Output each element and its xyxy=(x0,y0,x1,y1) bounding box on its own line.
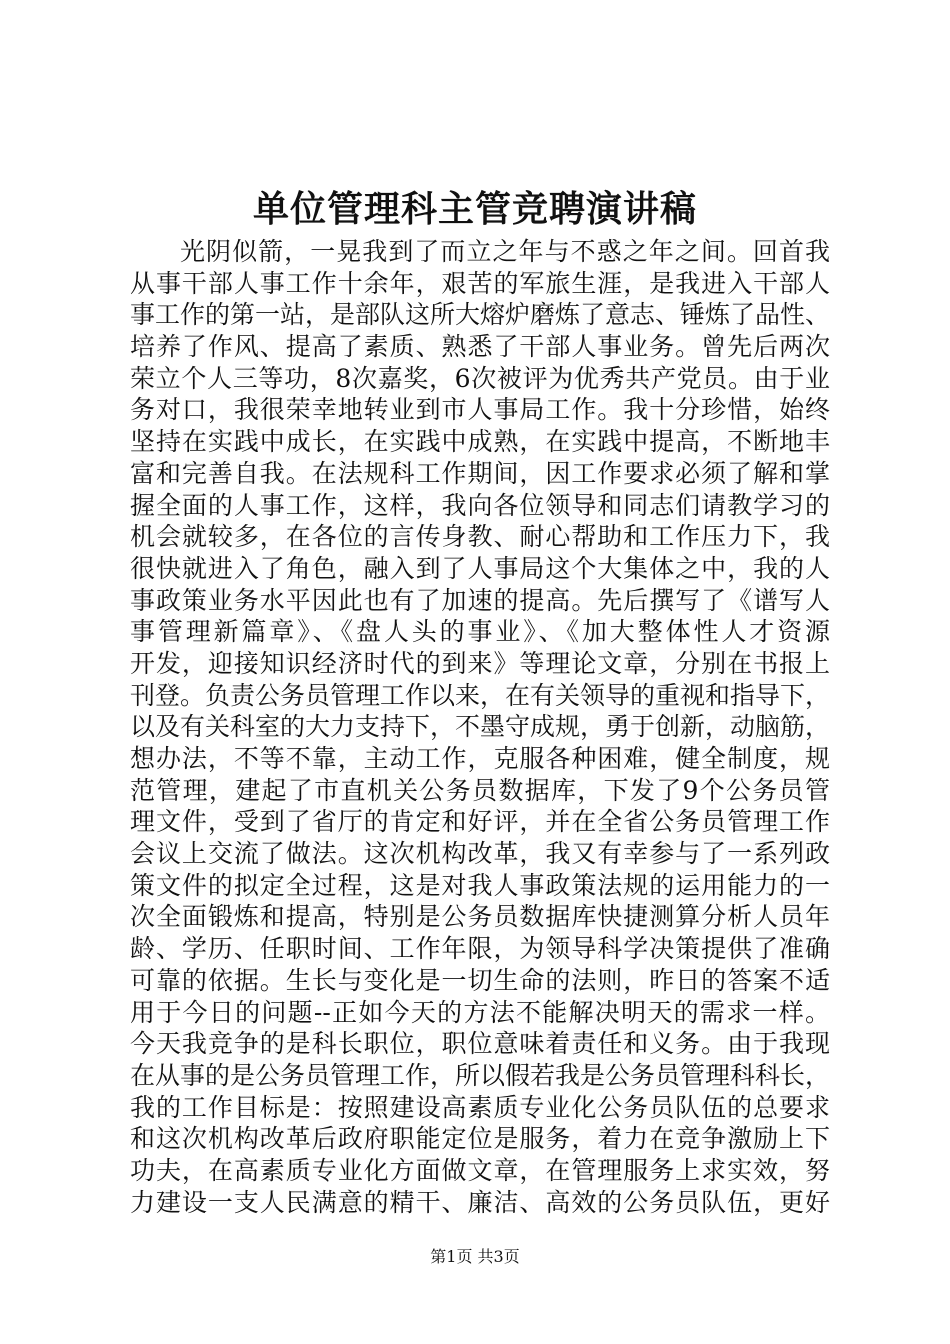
body-line: 事政策业务水平因此也有了加速的提高。先后撰写了《谱写人 xyxy=(130,585,830,615)
body-line: 很快就进入了角色，融入到了人事局这个大集体之中，我的人 xyxy=(130,553,830,583)
page-footer xyxy=(0,1247,950,1267)
body-line: 会议上交流了做法。这次机构改革，我又有幸参与了一系列政 xyxy=(130,839,830,869)
body-line: 坚持在实践中成长，在实践中成熟，在实践中提高，不断地丰 xyxy=(130,427,830,457)
body-line: 以及有关科室的大力支持下，不墨守成规，勇于创新，动脑筋， xyxy=(130,712,831,742)
body-line: 光阴似箭，一晃我到了而立之年与不惑之年之间。回首我 xyxy=(180,237,830,266)
body-line: 刊登。负责公务员管理工作以来，在有关领导的重视和指导下， xyxy=(130,680,831,710)
body-line: 开发，迎接知识经济时代的到来》等理论文章，分别在书报上 xyxy=(130,648,830,678)
body-line: 功夫，在高素质专业化方面做文章，在管理服务上求实效，努 xyxy=(130,1155,830,1185)
body-line: 事管理新篇章》、《盘人头的事业》、《加大整体性人才资源 xyxy=(130,617,830,647)
body-line: 想办法，不等不靠，主动工作，克服各种困难，健全制度，规 xyxy=(130,744,830,773)
body-line: 力建设一支人民满意的精干、廉洁、高效的公务员队伍，更好 xyxy=(130,1187,830,1217)
body-line: 握全面的人事工作，这样，我向各位领导和同志们请教学习的 xyxy=(130,490,830,520)
body-line: 今天我竞争的是科长职位，职位意味着责任和义务。由于我现 xyxy=(130,1029,830,1059)
body-line: 策文件的拟定全过程，这是对我人事政策法规的运用能力的一 xyxy=(130,870,830,900)
body-line: 我的工作目标是：按照建设高素质专业化公务员队伍的总要求 xyxy=(130,1092,830,1122)
body-line: 荣立个人三等功，8次嘉奖，6次被评为优秀共产党员。由于业 xyxy=(130,363,830,393)
body-line: 龄、学历、任职时间、工作年限，为领导科学决策提供了准确 xyxy=(130,934,830,964)
body-line: 和这次机构改革后政府职能定位是服务，着力在竞争激励上下 xyxy=(130,1124,830,1154)
document-title: 单位管理科主管竞聘演讲稿 xyxy=(252,188,697,230)
body-line: 次全面锻炼和提高，特别是公务员数据库快捷测算分析人员年 xyxy=(130,902,830,932)
body-line: 培养了作风、提高了素质、熟悉了干部人事业务。曾先后两次 xyxy=(130,332,830,362)
body-line: 事工作的第一站，是部队这所大熔炉磨炼了意志、锤炼了品性、 xyxy=(130,300,831,330)
body-line: 可靠的依据。生长与变化是一切生命的法则，昨日的答案不适 xyxy=(130,965,830,995)
body-line: 从事干部人事工作十余年，艰苦的军旅生涯，是我进入干部人 xyxy=(130,268,830,298)
body-line: 用于今日的问题--正如今天的方法不能解决明天的需求一样。 xyxy=(130,997,830,1027)
body-line: 务对口，我很荣幸地转业到市人事局工作。我十分珍惜，始终 xyxy=(130,395,830,425)
body-line: 富和完善自我。在法规科工作期间，因工作要求必须了解和掌 xyxy=(130,458,830,488)
document-body xyxy=(130,236,830,1218)
body-line: 在从事的是公务员管理工作，所以假若我是公务员管理科科长， xyxy=(130,1060,831,1090)
page-number-label: 第1页 共3页 xyxy=(430,1247,520,1266)
body-line: 理文件，受到了省厅的肯定和好评，并在全省公务员管理工作 xyxy=(130,807,830,837)
body-line: 机会就较多，在各位的言传身教、耐心帮助和工作压力下，我 xyxy=(130,522,830,552)
body-line: 范管理，建起了市直机关公务员数据库，下发了9个公务员管 xyxy=(130,775,830,805)
